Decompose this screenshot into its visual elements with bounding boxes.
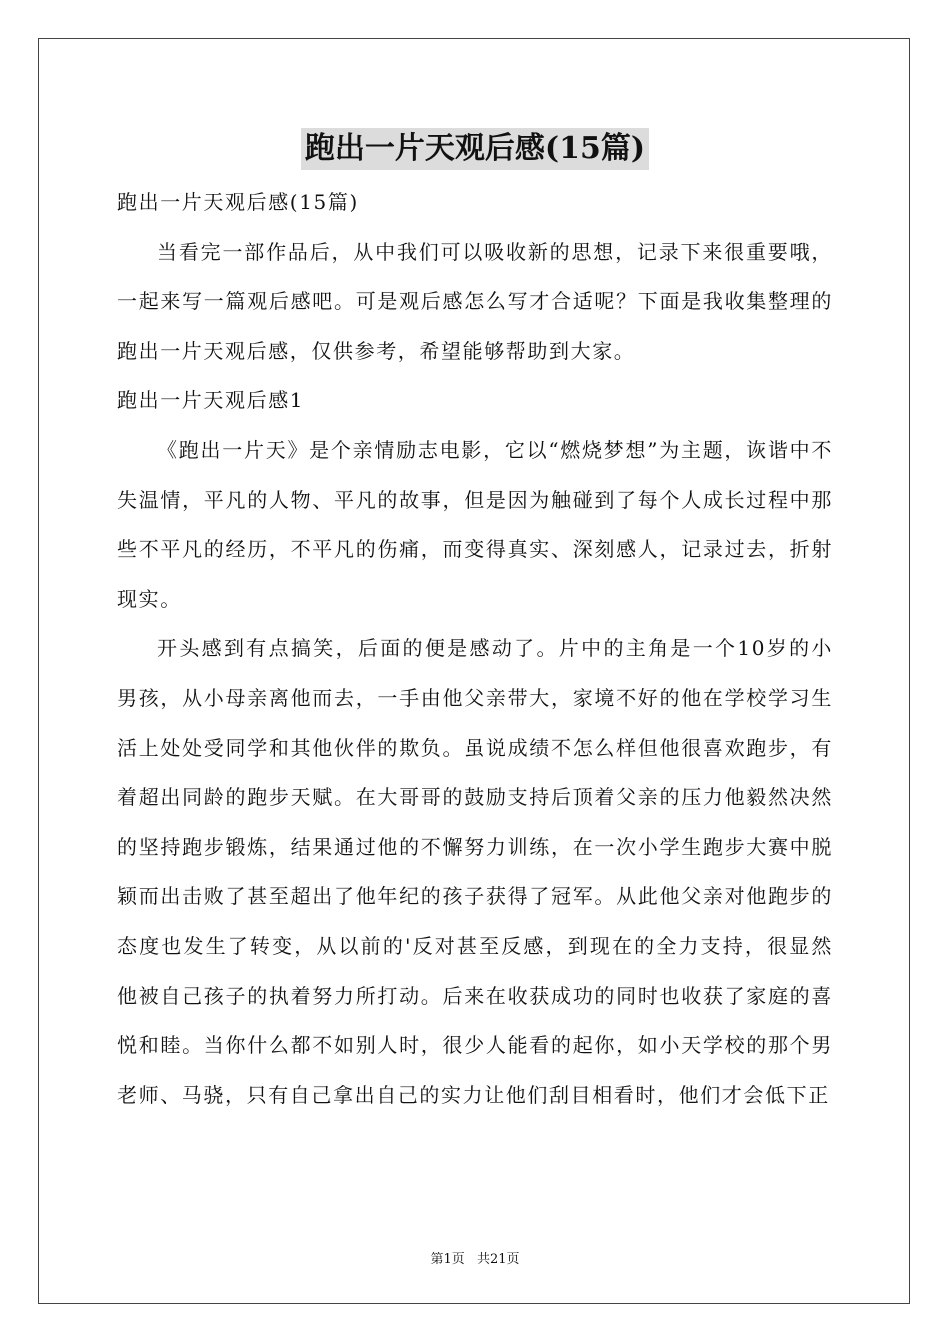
page-number: 第1页 — [430, 1252, 465, 1267]
subtitle: 跑出一片天观后感(15篇) — [117, 190, 359, 214]
body-paragraph-1: 《跑出一片天》是个亲情励志电影，它以“燃烧梦想”为主题，诙谐中不失温情，平凡的人物、平凡的故事，但是因为触碰到了每个人成长过程中那些不平凡的经历，不平凡的伤痛，而变得真实、深刻感人，记录过去，折射现实。 — [117, 437, 833, 611]
section-heading: 跑出一片天观后感1 — [117, 388, 305, 413]
page-footer — [0, 1248, 950, 1267]
page-total: 共21页 — [476, 1252, 520, 1267]
document-title: 跑出一片天观后感(15篇) — [301, 128, 649, 170]
body-paragraph-2: 开头感到有点搞笑，后面的便是感动了。片中的主角是一个10岁的小男孩，从小母亲离他而去，一手由他父亲带大，家境不好的他在学校学习生活上处处受同学和其他伙伴的欺负。虽说成绩不怎么样但他很喜欢跑步，有着超出同龄的跑步天赋。在大哥哥的鼓励支持后顶着父亲的压力他毅然决然的坚持跑步锻炼，结果通过他的不懈努力训练，在一次小学生跑步大赛中脱颖而出击败了甚至超出了他年纪的孩子获得了冠军。从此他父亲对他跑步的态度也发生了转变，从以前的'反对甚至反感，到现在的全力支持，很显然他被自己孩子的执着努力所打动。后来在收获成功的同时也收获了家庭的喜悦和睦。当你什么都不如别人时，很少人能看的起你，如小天学校的那个男老师、马骁，只有自己拿出自己的实力让他们刮目相看时，他们才会低下正 — [117, 636, 833, 1107]
document-body — [117, 178, 833, 1120]
intro-paragraph: 当看完一部作品后，从中我们可以吸收新的思想，记录下来很重要哦，一起来写一篇观后感吧。可是观后感怎么写才合适呢？下面是我收集整理的跑出一片天观后感，仅供参考，希望能够帮助到大家。 — [117, 239, 833, 363]
title-container — [0, 128, 950, 170]
